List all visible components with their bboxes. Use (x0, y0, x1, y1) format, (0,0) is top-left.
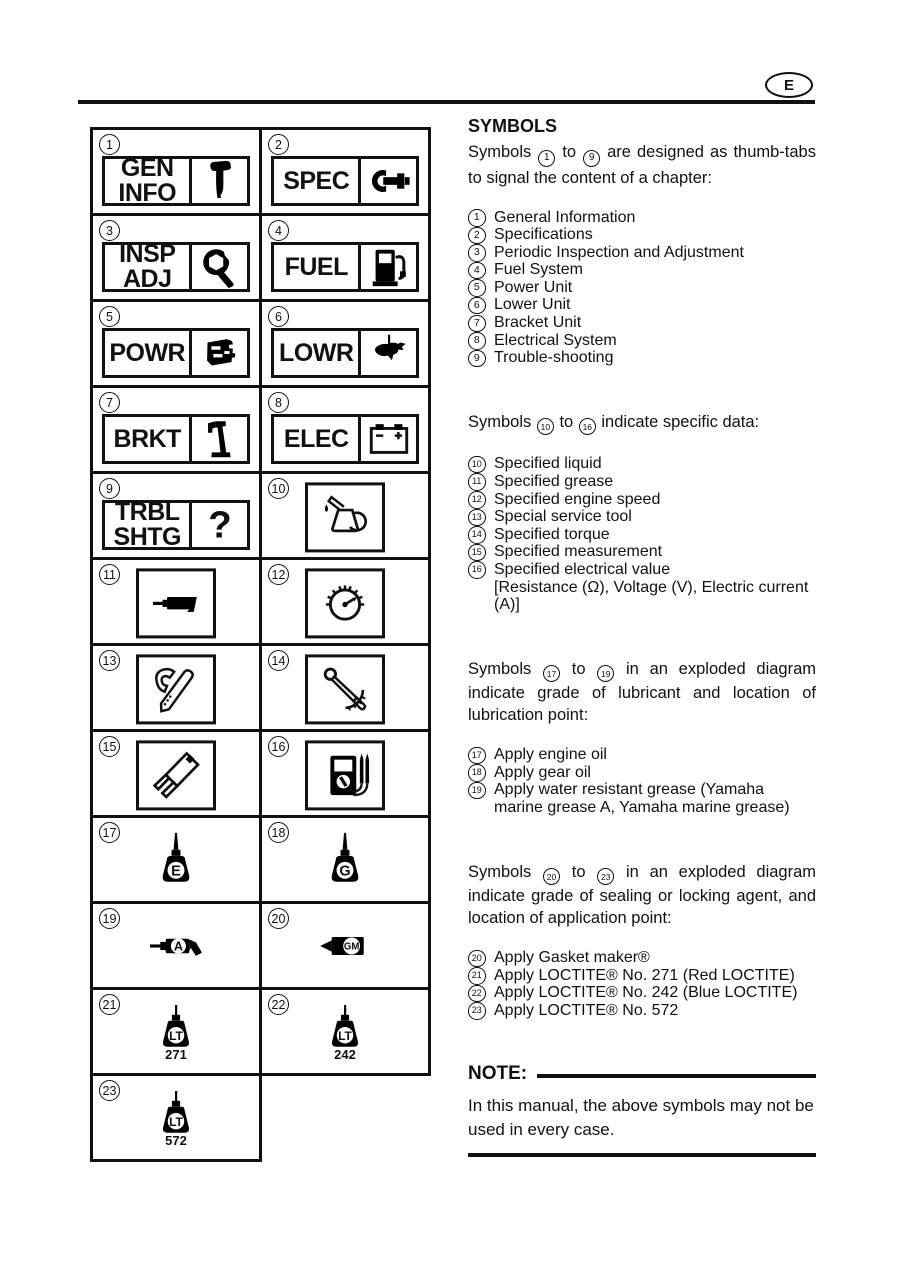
note-label: NOTE: (468, 1063, 528, 1085)
circled-number: 1 (99, 134, 120, 155)
symbol-cell-8 (259, 385, 431, 474)
legend-item-text: Specified measurement (494, 543, 663, 561)
legend-item-subline: marine grease A, Yamaha marine grease) (494, 798, 790, 816)
engine-icon (192, 331, 247, 375)
symbol-cell-15 (90, 729, 262, 818)
circled-number: 19 (468, 782, 486, 800)
legend-item (468, 209, 816, 227)
circled-number: 11 (99, 564, 120, 585)
legend-item-text: Special service tool (494, 508, 632, 526)
circled-number: 17 (99, 822, 120, 843)
circled-number: 21 (468, 967, 486, 985)
circled-number: 16 (468, 561, 486, 579)
legend-item-text: Apply LOCTITE® No. 572 (494, 1001, 679, 1019)
legend-item (468, 226, 816, 244)
chapter-tab-label (105, 331, 192, 375)
symbol-legend-list (468, 455, 816, 613)
symbol-cell-22 (259, 987, 431, 1076)
legend-item (468, 526, 816, 544)
circled-number: 6 (268, 306, 289, 327)
loctite-bottle-icon (262, 990, 428, 1073)
circled-number: 22 (268, 994, 289, 1015)
grid-row (90, 385, 431, 474)
legend-item-text: Apply LOCTITE® No. 271 (Red LOCTITE) (494, 966, 795, 984)
circled-number: 2 (268, 134, 289, 155)
legend-item-text: Apply water resistant grease (Yamaha (494, 781, 765, 799)
circled-number: 20 (268, 908, 289, 929)
legend-item-text: Specified torque (494, 525, 610, 543)
symbol-cell-5 (90, 299, 262, 388)
note-heading (468, 1063, 816, 1085)
top-rule (78, 100, 815, 104)
circled-number: 4 (468, 262, 486, 280)
circled-number: 14 (468, 526, 486, 544)
circled-number: 17 (543, 665, 560, 682)
symbol-cell-16 (259, 729, 431, 818)
legend-item-text: Apply gear oil (494, 763, 591, 781)
micrometer-icon (361, 159, 416, 203)
symbol-cell-9 (90, 471, 262, 560)
grid-row (90, 213, 431, 302)
fuel-pump-icon (361, 245, 416, 289)
circled-number: 6 (468, 297, 486, 315)
chapter-tab (102, 328, 250, 378)
grid-row (90, 643, 431, 732)
symbol-sections (468, 141, 816, 1019)
circled-number: 11 (468, 473, 486, 491)
chapter-tab-label (105, 240, 192, 293)
svg-text:?: ? (208, 503, 232, 547)
symbol-cell-1 (90, 127, 262, 216)
content-column (468, 116, 816, 1157)
legend-item (468, 491, 816, 509)
legend-item (468, 949, 816, 967)
symbol-cell-21 (90, 987, 262, 1076)
section-intro: Symbols 17 to 19 in an exploded diagram indicate grade of lubricant and location of lubrication point: (468, 659, 816, 725)
chapter-tab (271, 156, 419, 206)
circled-number: 3 (468, 244, 486, 262)
legend-item (468, 314, 816, 332)
symbol-section-3 (468, 658, 816, 817)
grid-row (90, 471, 431, 560)
circled-number: 10 (537, 418, 554, 435)
legend-item-text: Apply LOCTITE® No. 242 (Blue LOCTITE) (494, 984, 798, 1002)
symbol-cell-23 (90, 1073, 262, 1162)
circled-number: 10 (268, 478, 289, 499)
lower-unit-icon (361, 331, 416, 375)
legend-item (468, 261, 816, 279)
legend-item (468, 473, 816, 491)
wrench-icon (192, 245, 247, 289)
legend-item (468, 967, 816, 985)
legend-item (468, 764, 816, 782)
circled-number: 2 (468, 227, 486, 245)
circled-number: 12 (268, 564, 289, 585)
circled-number: 4 (268, 220, 289, 241)
grease-tube-icon (93, 904, 259, 987)
legend-item (468, 455, 816, 473)
legend-item-text: Specified grease (494, 472, 614, 490)
chapter-tab-label (274, 159, 361, 203)
sealant-tube-icon (262, 904, 428, 987)
symbol-section-1 (468, 141, 816, 367)
symbol-cell-19 (90, 901, 262, 990)
grid-row (90, 901, 431, 990)
chapter-tab-label-line: ADJ (122, 265, 172, 293)
symbol-legend-list (468, 209, 816, 367)
legend-item (468, 279, 816, 297)
circled-number: 22 (468, 985, 486, 1003)
legend-item (468, 1002, 816, 1020)
legend-item-text: Electrical System (494, 331, 617, 349)
svg-text:LT: LT (169, 1028, 183, 1043)
circled-number: 7 (99, 392, 120, 413)
circled-number: 9 (583, 150, 600, 167)
legend-item (468, 296, 816, 314)
circled-number: 1 (538, 150, 555, 167)
legend-item (468, 508, 816, 526)
language-badge (765, 72, 813, 98)
legend-item (468, 244, 816, 262)
legend-item-text: Periodic Inspection and Adjustment (494, 243, 744, 261)
grid-row (90, 299, 431, 388)
chapter-tab-label-line: BRKT (113, 424, 181, 453)
icon-caption: 572 (165, 1132, 187, 1148)
circled-number: 18 (268, 822, 289, 843)
legend-item (468, 781, 816, 816)
symbol-cell-12 (259, 557, 431, 646)
circled-number: 16 (268, 736, 289, 757)
note-text: In this manual, the above symbols may not be used in every case. (468, 1096, 814, 1139)
chapter-tab (271, 242, 419, 292)
chapter-tab-label (274, 417, 361, 461)
chapter-tab-label (274, 245, 361, 289)
page-title: SYMBOLS (468, 116, 558, 136)
chapter-tab (102, 414, 250, 464)
language-badge-label: E (783, 76, 794, 94)
circled-number: 23 (99, 1080, 120, 1101)
caliper-icon (136, 740, 216, 810)
legend-item-subline: [Resistance (Ω), Voltage (V), Electric current (494, 578, 809, 596)
bottom-rule (468, 1153, 816, 1157)
legend-item-text: Power Unit (494, 278, 573, 296)
symbol-cell-3 (90, 213, 262, 302)
legend-item (468, 332, 816, 350)
legend-item-text: Apply engine oil (494, 746, 607, 764)
circled-number: 23 (597, 868, 614, 885)
grid-row (90, 815, 431, 904)
svg-text:LT: LT (338, 1028, 352, 1043)
symbol-cell-14 (259, 643, 431, 732)
icon-caption: 242 (334, 1046, 356, 1062)
multimeter-icon (305, 740, 385, 810)
tachometer-icon (305, 568, 385, 638)
circled-number: 17 (468, 747, 486, 765)
legend-item (468, 349, 816, 367)
chapter-tab-label-line: LOWR (279, 338, 354, 367)
legend-item (468, 984, 816, 1002)
legend-item-text: Specified electrical value (494, 560, 671, 578)
circled-number: 19 (99, 908, 120, 929)
legend-item-text: Fuel System (494, 261, 583, 279)
chapter-tab-label-line: INFO (118, 179, 177, 207)
symbol-cell-4 (259, 213, 431, 302)
question-mark-icon (192, 503, 247, 547)
circled-number: 23 (468, 1002, 486, 1020)
symbol-cell-11 (90, 557, 262, 646)
chapter-tab-label (105, 417, 192, 461)
section-intro: Symbols 10 to 16 indicate specific data: (468, 411, 816, 436)
legend-item-text: Trouble-shooting (494, 349, 614, 367)
circled-number: 15 (468, 544, 486, 562)
circled-number: 5 (468, 279, 486, 297)
symbol-cell-7 (90, 385, 262, 474)
torque-wrench-icon (305, 654, 385, 724)
circled-number: 8 (468, 332, 486, 350)
grid-row (90, 1073, 431, 1162)
icon-caption: 271 (165, 1046, 187, 1062)
symbol-grid (90, 127, 431, 1162)
legend-item-text: Lower Unit (494, 296, 571, 314)
circled-number: 7 (468, 315, 486, 333)
grid-row (90, 729, 431, 818)
chapter-tab-label (105, 154, 192, 207)
chapter-tab-label-line: FUEL (284, 252, 348, 281)
chapter-tab-label-line: ELEC (283, 424, 349, 453)
circled-number: 3 (99, 220, 120, 241)
chapter-tab-label-line: GEN (120, 154, 174, 182)
symbol-legend-list (468, 949, 816, 1019)
legend-item (468, 746, 816, 764)
circled-number: 13 (468, 509, 486, 527)
circled-number: 19 (597, 665, 614, 682)
grid-row (90, 987, 431, 1076)
chapter-tab (271, 328, 419, 378)
symbol-cell-10 (259, 471, 431, 560)
chapter-tab-label (274, 331, 361, 375)
special-tool-icon (136, 654, 216, 724)
circled-number: 18 (468, 764, 486, 782)
chapter-tab (102, 156, 250, 206)
symbol-legend-list (468, 746, 816, 816)
battery-icon (361, 417, 416, 461)
legend-item-text: Bracket Unit (494, 314, 582, 332)
symbol-cell-13 (90, 643, 262, 732)
chapter-tab-label-line: SHTG (113, 523, 181, 551)
oil-bottle-icon (262, 818, 428, 901)
note-rule (537, 1074, 816, 1078)
legend-item-subline: (A)] (494, 596, 520, 614)
circled-number: 15 (99, 736, 120, 757)
legend-item-text: Specified engine speed (494, 490, 661, 508)
circled-number: 1 (468, 209, 486, 227)
symbol-cell-18 (259, 815, 431, 904)
legend-item (468, 561, 816, 614)
loctite-bottle-icon (93, 990, 259, 1073)
grid-row (90, 557, 431, 646)
circled-number: 14 (268, 650, 289, 671)
legend-item-text: General Information (494, 208, 636, 226)
circled-number: 10 (468, 456, 486, 474)
chapter-tab-label (105, 498, 192, 551)
chapter-tab-label-line: POWR (109, 338, 186, 367)
symbol-section-4 (468, 861, 816, 1020)
symbol-cell-17 (90, 815, 262, 904)
svg-text:GM: GM (343, 940, 360, 952)
legend-item (468, 543, 816, 561)
circled-number: 13 (99, 650, 120, 671)
chapter-tab (102, 500, 250, 550)
svg-text:LT: LT (169, 1114, 183, 1129)
loctite-bottle-icon (93, 1076, 259, 1159)
circled-number: 16 (579, 418, 596, 435)
circled-number: 20 (543, 868, 560, 885)
bracket-icon (192, 417, 247, 461)
grease-gun-icon (136, 568, 216, 638)
legend-item-text: Specified liquid (494, 455, 602, 473)
svg-text:G: G (339, 862, 351, 879)
chapter-tab-label-line: SPEC (283, 166, 350, 195)
legend-item-text: Specifications (494, 226, 593, 244)
circled-number: 8 (268, 392, 289, 413)
circled-number: 9 (468, 350, 486, 368)
chapter-tab-label-line: INSP (119, 240, 176, 268)
outboard-motor-icon (192, 159, 247, 203)
circled-number: 5 (99, 306, 120, 327)
circled-number: 20 (468, 950, 486, 968)
chapter-tab-label-line: TRBL (114, 498, 180, 526)
circled-number: 12 (468, 491, 486, 509)
legend-item-text: Apply Gasket maker® (494, 949, 650, 967)
svg-text:E: E (171, 862, 181, 879)
chapter-tab (271, 414, 419, 464)
symbol-cell-20 (259, 901, 431, 990)
grid-row (90, 127, 431, 216)
symbol-section-2 (468, 411, 816, 614)
svg-text:A: A (173, 939, 183, 954)
symbol-cell-6 (259, 299, 431, 388)
section-intro: Symbols 20 to 23 in an exploded diagram indicate grade of sealing or locking agent, and location of application point: (468, 862, 816, 928)
chapter-tab (102, 242, 250, 292)
oil-can-icon (305, 482, 385, 552)
oil-bottle-icon (93, 818, 259, 901)
circled-number: 21 (99, 994, 120, 1015)
section-intro: Symbols 1 to 9 are designed as thumb-tabs to signal the content of a chapter: (468, 143, 816, 187)
symbol-cell-2 (259, 127, 431, 216)
circled-number: 9 (99, 478, 120, 499)
